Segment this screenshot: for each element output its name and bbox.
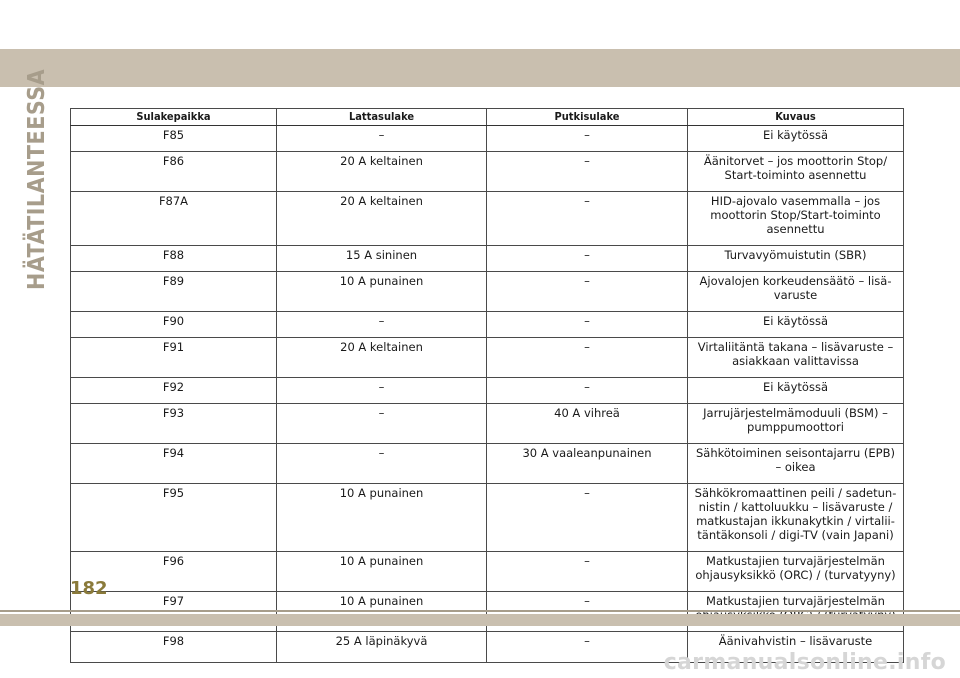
cell-fuse-location: F94 <box>71 444 277 484</box>
cell-blade-fuse: – <box>277 404 487 444</box>
cell-cartridge-fuse: – <box>487 338 688 378</box>
cell-description: Jarrujärjestelmämoduuli (BSM) – pumppumoottori <box>688 404 904 444</box>
cell-fuse-location: F93 <box>71 404 277 444</box>
bottom-decorative-band <box>0 614 960 626</box>
cell-fuse-location: F86 <box>71 152 277 192</box>
cell-description: Ei käytössä <box>688 378 904 404</box>
table-row <box>71 152 904 192</box>
cell-cartridge-fuse: – <box>487 312 688 338</box>
section-side-title: HÄTÄTILANTEESSA <box>24 68 50 290</box>
header-fuse-location: Sulakepaikka <box>71 109 277 126</box>
cell-description: Äänivahvistin – lisävaruste <box>688 632 904 663</box>
table-body <box>71 126 904 663</box>
cell-fuse-location: F89 <box>71 272 277 312</box>
table-row <box>71 444 904 484</box>
table-row <box>71 484 904 552</box>
cell-description: Turvavyömuistutin (SBR) <box>688 246 904 272</box>
top-decorative-band <box>0 49 960 87</box>
cell-description: HID-ajovalo vasemmalla – jos moottorin Stop/Start-toiminto asennettu <box>688 192 904 246</box>
cell-fuse-location: F95 <box>71 484 277 552</box>
watermark: carmanualsonline.info <box>663 650 946 675</box>
table-row <box>71 246 904 272</box>
cell-description: Sähkötoiminen seisontajarru (EPB) – oikea <box>688 444 904 484</box>
cell-cartridge-fuse: – <box>487 192 688 246</box>
cell-blade-fuse: 20 A keltainen <box>277 152 487 192</box>
table-row <box>71 338 904 378</box>
cell-fuse-location: F88 <box>71 246 277 272</box>
cell-description: Ei käytössä <box>688 312 904 338</box>
cell-description: Sähkökromaattinen peili / sadetun- nistin / kattoluukku – lisävaruste / matkustajan ikkunakytkin / virtalii- täntäkonsoli / digi-TV (vain Japani) <box>688 484 904 552</box>
table-row <box>71 272 904 312</box>
cell-blade-fuse: 10 A punainen <box>277 272 487 312</box>
cell-cartridge-fuse: – <box>487 552 688 592</box>
cell-description: Matkustajien turvajärjestelmän <box>688 592 904 632</box>
table-row <box>71 378 904 404</box>
cell-cartridge-fuse: – <box>487 484 688 552</box>
header-cartridge-fuse: Putkisulake <box>487 109 688 126</box>
cell-blade-fuse: 10 A punainen <box>277 484 487 552</box>
cell-cartridge-fuse: – <box>487 152 688 192</box>
cell-cartridge-fuse: – <box>487 632 688 663</box>
cell-blade-fuse: – <box>277 126 487 152</box>
table-row <box>71 404 904 444</box>
table-row <box>71 192 904 246</box>
cell-blade-fuse: 20 A keltainen <box>277 338 487 378</box>
cell-blade-fuse: 10 A punainen <box>277 592 487 632</box>
cell-cartridge-fuse: 30 A vaaleanpunainen <box>487 444 688 484</box>
cell-description: Ei käytössä <box>688 126 904 152</box>
header-description: Kuvaus <box>688 109 904 126</box>
cell-fuse-location: F92 <box>71 378 277 404</box>
cell-cartridge-fuse: 40 A vihreä <box>487 404 688 444</box>
cell-blade-fuse: 10 A punainen <box>277 552 487 592</box>
cell-blade-fuse: 20 A keltainen <box>277 192 487 246</box>
cell-fuse-location: F90 <box>71 312 277 338</box>
cell-description: Ajovalojen korkeudensäätö – lisä- varuste <box>688 272 904 312</box>
cell-blade-fuse: – <box>277 312 487 338</box>
cell-cartridge-fuse: – <box>487 592 688 632</box>
cell-blade-fuse: 25 A läpinäkyvä <box>277 632 487 663</box>
cell-blade-fuse: 15 A sininen <box>277 246 487 272</box>
cell-cartridge-fuse: – <box>487 246 688 272</box>
page-number: 182 <box>70 578 108 599</box>
table-header-row <box>71 109 904 126</box>
cell-fuse-location: F96 <box>71 552 277 592</box>
table-row <box>71 312 904 338</box>
cell-fuse-location: F87A <box>71 192 277 246</box>
cell-cartridge-fuse: – <box>487 126 688 152</box>
cell-cartridge-fuse: – <box>487 378 688 404</box>
cell-blade-fuse: – <box>277 444 487 484</box>
header-blade-fuse: Lattasulake <box>277 109 487 126</box>
cell-cartridge-fuse: – <box>487 272 688 312</box>
cell-fuse-location: F91 <box>71 338 277 378</box>
table-row <box>71 552 904 592</box>
bottom-divider-line <box>0 610 960 612</box>
cell-fuse-location: F85 <box>71 126 277 152</box>
table-row <box>71 126 904 152</box>
cell-blade-fuse: – <box>277 378 487 404</box>
cell-description: Matkustajien turvajärjestelmän ohjausyksikkö (ORC) / (turvatyyny) <box>688 552 904 592</box>
fuse-table <box>70 108 904 663</box>
cell-fuse-location: F98 <box>71 632 277 663</box>
cell-description: Äänitorvet – jos moottorin Stop/ Start-toiminto asennettu <box>688 152 904 192</box>
cell-description: Virtaliitäntä takana – lisävaruste – asiakkaan valittavissa <box>688 338 904 378</box>
cell-fuse-location: F97 <box>71 592 277 632</box>
